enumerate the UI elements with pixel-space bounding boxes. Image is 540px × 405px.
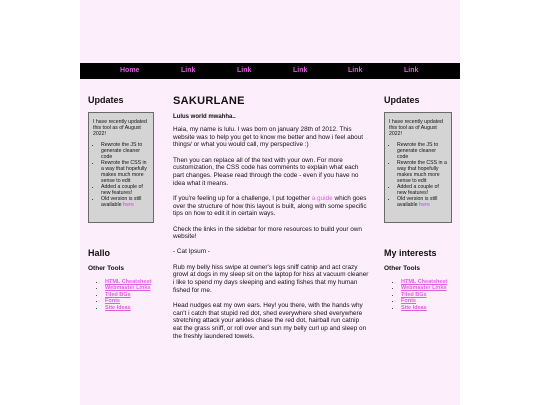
list-item: [401, 305, 447, 311]
right-updates-heading: Updates: [384, 95, 420, 105]
tool-link-html-cheatsheet[interactable]: HTML Cheatsheet: [401, 279, 448, 285]
tool-link-webmaster-links[interactable]: Webmaster Links: [401, 285, 447, 292]
page-title: SAKURLANE: [173, 95, 245, 107]
cat-ipsum-paragraph-2: Head nudges eat my own ears. Hey! you there, with the hands why can't i catch that stupid red dot, shed everywhere shed everywhere stretching attack your ankles chase the red dot, hairball run catnip eat the grass sniff, or roll over and sun my belly curl up and sleep on the freshly laundered towels.: [173, 301, 367, 340]
my-interests-heading: My interests: [384, 248, 437, 258]
right-other-tools-heading: Other Tools: [384, 265, 420, 272]
hallo-heading: Hallo: [88, 248, 111, 258]
left-updates-box: [88, 112, 154, 223]
top-navbar: [80, 63, 460, 79]
tool-link-webmaster-links[interactable]: Webmaster Links: [105, 285, 151, 292]
left-other-tools-heading: Other Tools: [88, 265, 124, 272]
right-updates-box: [384, 112, 452, 223]
tool-link-tiled-bgs[interactable]: Tiled BGs: [401, 291, 427, 298]
update-item-old-version: [397, 196, 447, 208]
tool-link-site-ideas[interactable]: Site Ideas: [105, 304, 131, 311]
guide-link[interactable]: a guide: [311, 194, 333, 202]
update-item: • Added a couple of new features!: [397, 184, 447, 196]
right-sidebar: [384, 95, 452, 311]
update-intro: I have recently updated this tool as of August 2022!: [389, 119, 443, 137]
old-version-link[interactable]: here: [122, 202, 134, 208]
cat-ipsum-heading: - Cat Ipsum -: [173, 248, 210, 256]
intro-paragraph: Haia, my name is lulu. I was born on january 28th of 2012. This website was to help you get to know me better and how i feel about things/ or what you would call, my perspective :): [173, 126, 364, 149]
left-sidebar: [88, 95, 154, 311]
right-tools-list: [384, 279, 447, 311]
nav-link-4[interactable]: Link: [348, 67, 363, 74]
nav-link-2[interactable]: Link: [237, 67, 252, 74]
update-item: • Rewrote the JS to generate cleaner code: [397, 142, 447, 160]
tool-link-fonts[interactable]: Fonts: [401, 298, 416, 305]
update-item-old-version: [101, 196, 149, 208]
guide-text-after: which goes over the structure of how this layout is built, along with some specific tips on how to edit it in certain ways.: [173, 194, 367, 218]
tool-link-tiled-bgs[interactable]: Tiled BGs: [105, 291, 131, 298]
nav-link-3[interactable]: Link: [293, 67, 308, 74]
old-version-link[interactable]: here: [418, 202, 430, 208]
old-version-text: Old version is still available: [397, 196, 438, 208]
update-list: [389, 142, 447, 208]
update-list: [93, 142, 149, 208]
tool-link-site-ideas[interactable]: Site Ideas: [401, 304, 427, 311]
cat-ipsum-paragraph-1: Rub my belly hiss swipe at owner's legs sniff catnip and act crazy growl at dogs in my sleep sit on the laptop for hiss at vacuum cleaner i like to spend my days sleeping and eating fishes that my human fished for me.: [173, 263, 369, 294]
update-intro: I have recently updated this tool as of August 2022!: [93, 119, 147, 137]
left-updates-heading: Updates: [88, 95, 124, 105]
page-subtitle: Lulus world mwahha..: [173, 114, 236, 120]
guide-paragraph: [173, 195, 369, 218]
update-item: • Added a couple of new features!: [101, 184, 149, 196]
list-item: [105, 305, 151, 311]
customization-paragraph: Then you can replace all of the text with your own. For more customization, the CSS code has comments to explain what each part changes. Please read through the code - even if you have no idea what it means.: [173, 156, 359, 187]
tool-link-fonts[interactable]: Fonts: [105, 298, 120, 305]
guide-text-before: If you're feeling up for a challenge, I put together: [173, 194, 312, 202]
main-content: [173, 95, 369, 348]
sidebar-links-paragraph: Check the links in the sidebar for more resources to build your own website!: [173, 225, 362, 241]
tool-link-html-cheatsheet[interactable]: HTML Cheatsheet: [105, 279, 152, 285]
update-item: • Rewrote the JS to generate cleaner code: [101, 142, 149, 160]
update-item: • Rewrote the CSS in a way that hopefully makes much more sense to edit: [397, 160, 447, 184]
nav-home-link[interactable]: Home: [120, 67, 140, 74]
nav-link-1[interactable]: Link: [181, 67, 196, 74]
left-tools-list: [88, 279, 151, 311]
update-item: • Rewrote the CSS in a way that hopefully makes much more sense to edit: [101, 160, 149, 184]
nav-link-5[interactable]: Link: [404, 67, 419, 74]
old-version-text: Old version is still available: [101, 196, 142, 208]
